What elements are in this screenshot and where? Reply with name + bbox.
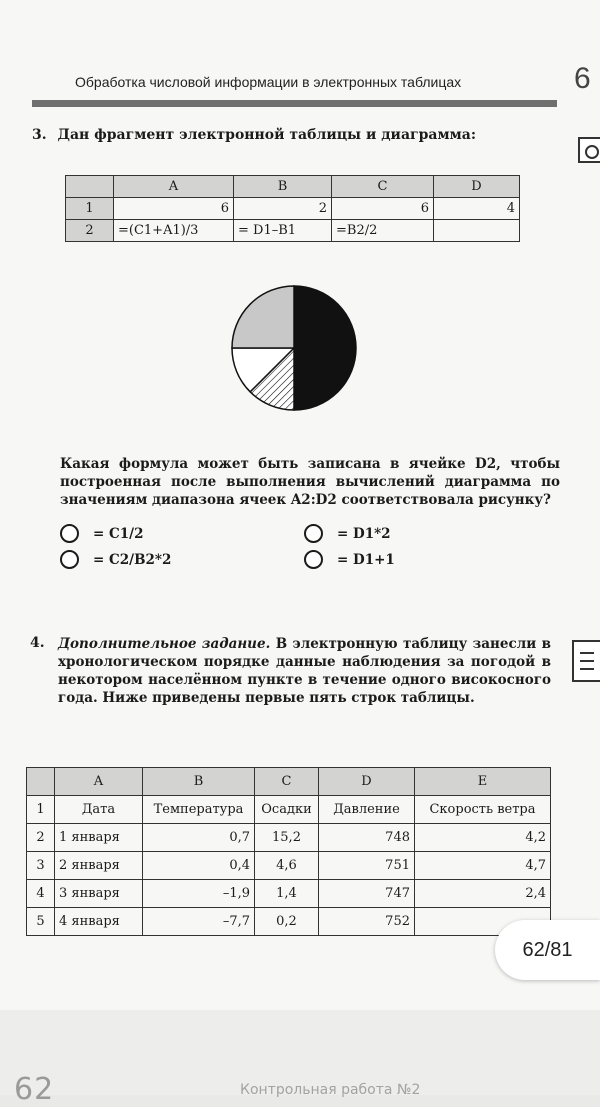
table-cell: 1 января	[55, 824, 143, 852]
page-indicator-badge[interactable]: 62/81	[495, 920, 600, 980]
next-page-number: 62	[14, 1072, 55, 1107]
task-4-table	[26, 767, 551, 936]
task-3-number: 3.	[32, 127, 47, 143]
col-header: B	[143, 768, 255, 796]
row-header: 1	[27, 796, 55, 824]
cell-a2: =(C1+A1)/3	[114, 220, 234, 242]
task-3-table	[65, 175, 520, 242]
col-header: E	[415, 768, 551, 796]
corner-cell	[66, 176, 114, 198]
table-cell: 751	[319, 852, 415, 880]
row-header: 3	[27, 852, 55, 880]
table-cell: Температура	[143, 796, 255, 824]
col-header: A	[114, 176, 234, 198]
task-4-text	[58, 635, 551, 707]
table-cell: 15,2	[255, 824, 319, 852]
option-d1-plus-1[interactable]	[304, 550, 395, 569]
table-cell: 748	[319, 824, 415, 852]
col-header: A	[55, 768, 143, 796]
option-d1-times-2[interactable]	[304, 524, 391, 543]
task-3-question: Какая формула может быть записана в ячейке D2, чтобы построенная после выполнения вычислений диаграмма по значениям диапазона ячеек A2:D2 соответствовала рисунку?	[60, 456, 560, 508]
table-cell: Скорость ветра	[415, 796, 551, 824]
row-header: 1	[66, 198, 114, 220]
col-header: B	[234, 176, 332, 198]
pie-chart	[228, 282, 360, 414]
task-3-title: Дан фрагмент электронной таблицы и диаграмма:	[57, 127, 477, 143]
table-cell: 2 января	[55, 852, 143, 880]
row-header: 4	[27, 880, 55, 908]
task-4-intro: Дополнительное задание.	[58, 636, 271, 652]
option-label: = D1+1	[337, 551, 395, 568]
table-cell: –1,9	[143, 880, 255, 908]
table-cell: 0,2	[255, 908, 319, 936]
cell-c2: =B2/2	[332, 220, 434, 242]
table-cell: 3 января	[55, 880, 143, 908]
cell-c1: 6	[332, 198, 434, 220]
table-cell: 4,2	[415, 824, 551, 852]
table-cell: 0,4	[143, 852, 255, 880]
radio-circle[interactable]	[60, 550, 79, 569]
page-number-top: 6	[574, 62, 591, 95]
cell-b2: = D1–B1	[234, 220, 332, 242]
radio-circle[interactable]	[304, 524, 323, 543]
cell-a1: 6	[114, 198, 234, 220]
table-cell: Давление	[319, 796, 415, 824]
pie-slice-0	[294, 286, 356, 410]
table-cell: Дата	[55, 796, 143, 824]
clock-icon	[578, 137, 600, 163]
table-cell: 2,4	[415, 880, 551, 908]
task-3-heading	[32, 127, 476, 143]
task-4-number: 4.	[30, 635, 45, 651]
cell-d2	[434, 220, 520, 242]
cell-b1: 2	[234, 198, 332, 220]
col-header: C	[255, 768, 319, 796]
pie-slice-3	[232, 286, 294, 348]
col-header: D	[434, 176, 520, 198]
option-label: = C1/2	[93, 525, 144, 542]
col-header: C	[332, 176, 434, 198]
table-cell: 752	[319, 908, 415, 936]
radio-circle[interactable]	[60, 524, 79, 543]
option-label: = D1*2	[337, 525, 391, 542]
option-label: = C2/B2*2	[93, 551, 172, 568]
table-cell: 747	[319, 880, 415, 908]
table-cell: 4,7	[415, 852, 551, 880]
row-header: 5	[27, 908, 55, 936]
radio-circle[interactable]	[304, 550, 323, 569]
table-cell: Осадки	[255, 796, 319, 824]
cell-d1: 4	[434, 198, 520, 220]
task-4-body: В электронную таблицу занесли в хронологическом порядке данные наблюдения за погодой в некотором населённом пункте в течение одного високосного года. Ниже приведены первые пять строк таблицы.	[58, 636, 551, 706]
table-cell: 4 января	[55, 908, 143, 936]
header-rule	[32, 100, 557, 107]
table-cell: –7,7	[143, 908, 255, 936]
table-cell: 4,6	[255, 852, 319, 880]
next-page-title: Контрольная работа №2	[240, 1082, 421, 1098]
table-cell: 1,4	[255, 880, 319, 908]
running-title: Обработка числовой информации в электронных таблицах	[75, 74, 462, 90]
row-header: 2	[66, 220, 114, 242]
table-cell: 0,7	[143, 824, 255, 852]
row-header: 2	[27, 824, 55, 852]
hand-icon	[572, 640, 600, 682]
option-c1-div-2[interactable]	[60, 524, 143, 543]
option-c2-div-b2-times-2[interactable]	[60, 550, 171, 569]
col-header: D	[319, 768, 415, 796]
corner-cell	[27, 768, 55, 796]
